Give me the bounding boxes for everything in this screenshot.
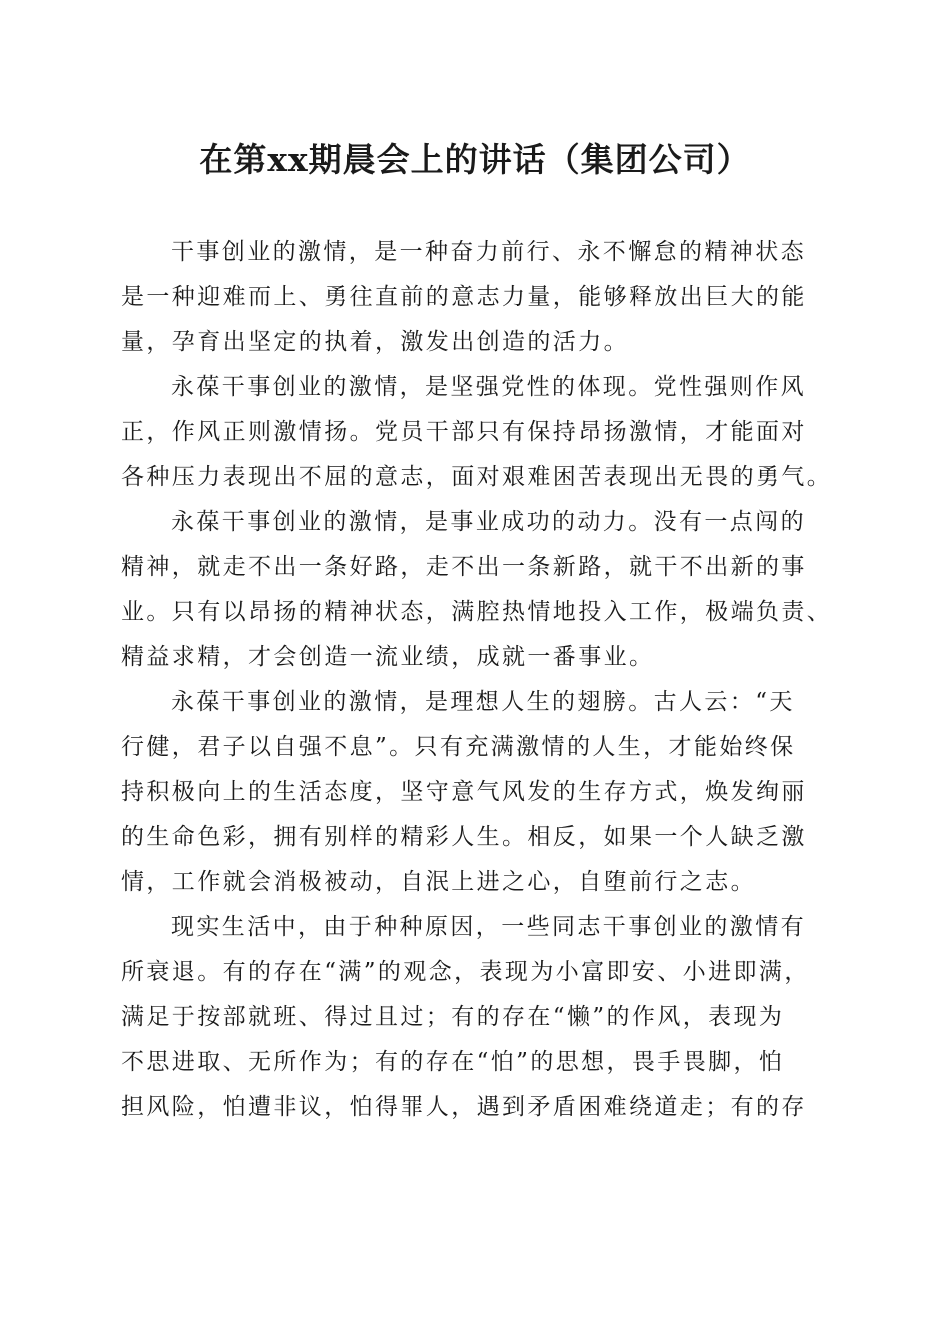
body-line: 干事创业的激情，是一种奋力前行、永不懈怠的精神状态 [171, 239, 806, 265]
body-line: 持积极向上的生活态度，坚守意气风发的生存方式，焕发绚丽 [121, 779, 807, 805]
body-line: 正，作风正则激情扬。党员干部只有保持昂扬激情，才能面对 [121, 419, 807, 445]
body-line: 量，孕育出坚定的执着，激发出创造的活力。 [121, 329, 629, 355]
document-body [121, 230, 833, 1130]
body-line: 行健，君子以自强不息”。只有充满激情的人生，才能始终保 [121, 734, 796, 760]
body-line: 精神，就走不出一条好路，走不出一条新路，就干不出新的事 [121, 554, 807, 580]
body-line: 情，工作就会消极被动，自泯上进之心，自堕前行之志。 [121, 869, 756, 895]
document-title: 在第xx期晨会上的讲话（集团公司） [199, 140, 751, 179]
body-line: 永葆干事创业的激情，是事业成功的动力。没有一点闯的 [171, 509, 806, 535]
body-line: 各种压力表现出不屈的意志，面对艰难困苦表现出无畏的勇气。 [121, 464, 833, 490]
body-line: 不思进取、无所作为；有的存在“怕”的思想，畏手畏脚，怕 [121, 1049, 785, 1075]
body-line: 永葆干事创业的激情，是坚强党性的体现。党性强则作风 [171, 374, 806, 400]
body-line: 所衰退。有的存在“满”的观念，表现为小富即安、小进即满， [121, 959, 810, 985]
body-line: 满足于按部就班、得过且过；有的存在“懒”的作风，表现为 [121, 1004, 785, 1030]
body-line: 精益求精，才会创造一流业绩，成就一番事业。 [121, 644, 655, 670]
body-line: 现实生活中，由于种种原因，一些同志干事创业的激情有 [171, 914, 806, 940]
body-line: 是一种迎难而上、勇往直前的意志力量，能够释放出巨大的能 [121, 284, 807, 310]
body-line: 永葆干事创业的激情，是理想人生的翅膀。古人云：“天 [171, 689, 795, 715]
body-line: 的生命色彩，拥有别样的精彩人生。相反，如果一个人缺乏激 [121, 824, 807, 850]
body-line: 担风险，怕遭非议，怕得罪人，遇到矛盾困难绕道走；有的存 [121, 1094, 807, 1120]
body-line: 业。只有以昂扬的精神状态，满腔热情地投入工作，极端负责、 [121, 599, 833, 625]
